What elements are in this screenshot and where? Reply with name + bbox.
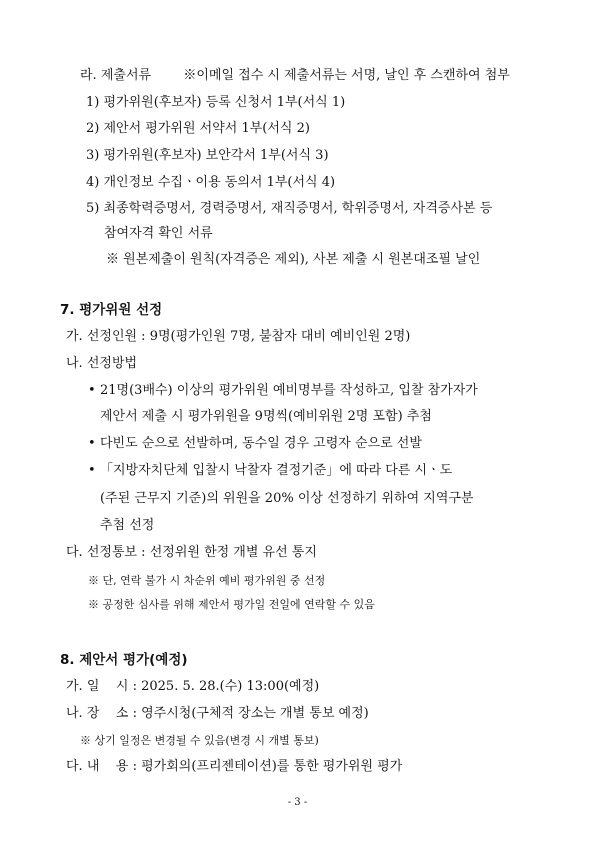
method-bullet-2-text: 다빈도 순으로 선발하며, 동수일 경우 고령자 순으로 선발 [100,436,422,451]
method-bullet-3-text: 「지방자치단체 입찰시 낙찰자 결정기준」에 따라 다른 시ㆍ도 [100,463,453,478]
evaluation-content: 다. 내 용 : 평가회의(프리젠테이션)를 통한 평가위원 평가 [66,759,403,774]
method-bullet-3 [88,463,452,479]
method-bullet-2 [88,436,422,452]
submission-item-1: 1) 평가위원(후보자) 등록 신청서 1부(서식 1) [86,95,346,110]
selection-note-1: ※ 단, 연락 불가 시 차순위 예비 평가위원 중 선정 [88,574,326,587]
section-8-title: 8. 제안서 평가(예정) [60,652,188,668]
evaluation-date: 가. 일 시 : 2025. 5. 28.(수) 13:00(예정) [66,679,320,694]
method-bullet-1 [88,383,478,399]
evaluation-schedule-note: ※ 상기 일정은 변경될 수 있음(변경 시 개별 통보) [80,734,319,747]
method-bullet-3-continuation-2: 추첨 선정 [100,518,155,533]
method-bullet-1-continuation: 제안서 제출 시 평가위원을 9명씩(예비위원 2명 포함) 추첨 [100,409,432,424]
selection-notification: 다. 선정통보 : 선정위원 한정 개별 유선 통지 [66,545,317,560]
evaluation-place: 나. 장 소 : 영주시청(구체적 장소는 개별 통보 예정) [66,706,369,721]
section-7-title: 7. 평가위원 선정 [60,302,163,318]
submission-item-2: 2) 제안서 평가위원 서약서 1부(서식 2) [86,121,310,136]
selection-method-heading: 나. 선정방법 [66,356,138,371]
submission-original-note: ※ 원본제출이 원칙(자격증은 제외), 사본 제출 시 원본대조필 날인 [106,252,481,267]
bullet-symbol: • [88,383,96,398]
submission-heading-label: 라. 제출서류 [80,68,152,83]
submission-heading-note: ※이메일 접수 시 제출서류는 서명, 날인 후 스캔하여 첨부 [183,68,510,83]
page-number: - 3 - [287,797,308,808]
submission-item-5: 5) 최종학력증명서, 경력증명서, 재직증명서, 학위증명서, 자격증사본 등 [86,201,493,216]
method-bullet-3-continuation-1: (주된 근무지 기준)의 위원을 20% 이상 선정하기 위하여 지역구분 [100,491,474,506]
selection-count: 가. 선정인원 : 9명(평가인원 7명, 불참자 대비 예비인원 2명) [66,329,411,344]
selection-note-2: ※ 공정한 심사를 위해 제안서 평가일 전일에 연락할 수 있음 [88,598,375,611]
submission-item-5-continuation: 참여자격 확인 서류 [104,226,213,241]
submission-heading [80,68,510,84]
submission-item-3: 3) 평가위원(후보자) 보안각서 1부(서식 3) [86,148,329,163]
bullet-symbol: • [88,436,96,451]
submission-item-4: 4) 개인정보 수집ㆍ이용 동의서 1부(서식 4) [86,175,336,190]
method-bullet-1-text: 21명(3배수) 이상의 평가위원 예비명부를 작성하고, 입찰 참가자가 [100,383,478,398]
bullet-symbol: • [88,463,96,478]
